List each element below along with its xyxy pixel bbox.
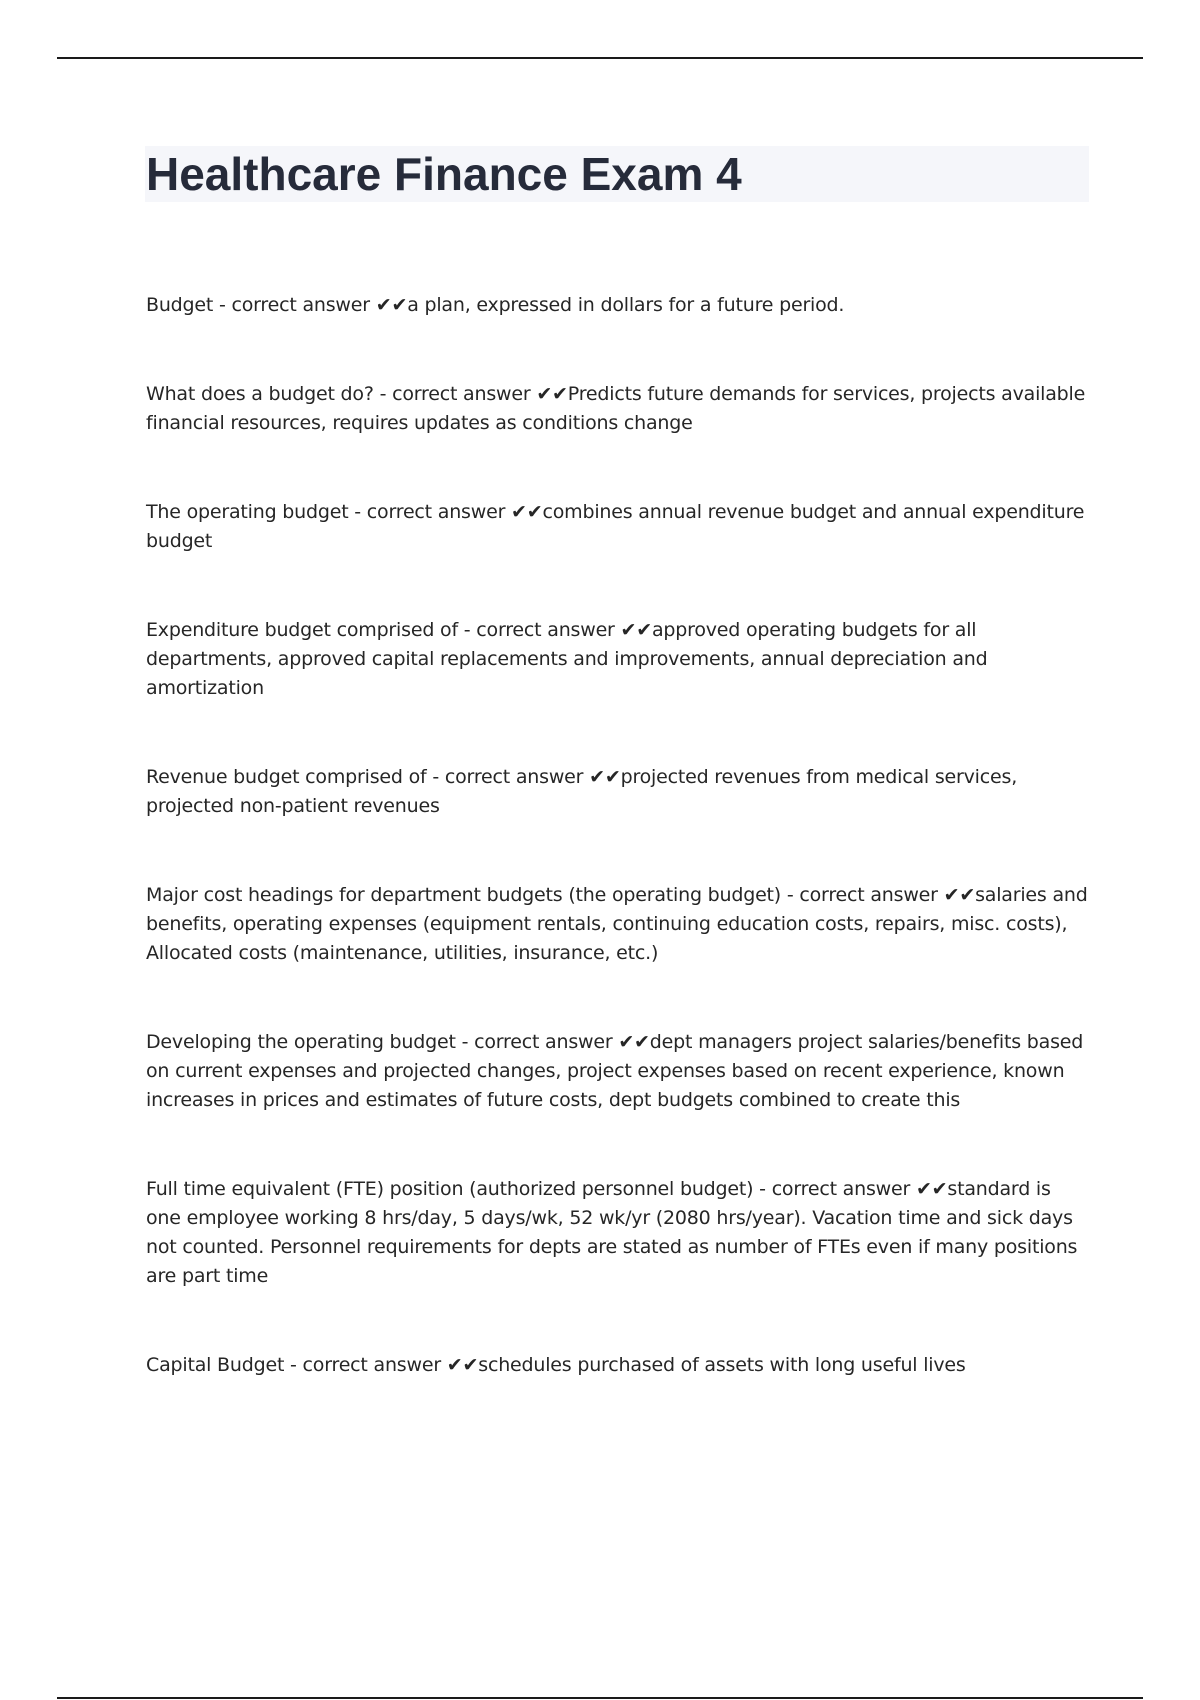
check-marks-icon: ✔✔ [446, 1354, 479, 1376]
qa-separator: - [213, 294, 232, 316]
qa-answer-label: correct answer [444, 766, 584, 788]
qa-term: What does a budget do? [146, 383, 374, 405]
qa-definition: Predicts future demands for services, projects available financial resources, requires updates as conditions change [146, 383, 1086, 434]
qa-term: Capital Budget [146, 1354, 285, 1376]
qa-item [146, 291, 1090, 320]
qa-item [146, 1351, 1090, 1380]
qa-definition: dept managers project salaries/benefits based on current expenses and projected changes, project expenses based on recent experience, known increases in prices and estimates of future costs, dept budgets combined to create this [146, 1031, 1084, 1111]
qa-answer-label: correct answer [771, 1178, 911, 1200]
qa-item [146, 1028, 1090, 1115]
qa-item [146, 380, 1090, 438]
qa-answer-label: correct answer [476, 619, 615, 641]
qa-separator: - [426, 766, 445, 788]
qa-answer-label: correct answer [474, 1031, 613, 1053]
qa-term: Full time equivalent (FTE) position (authorized personnel budget) [146, 1178, 754, 1200]
qa-separator: - [284, 1354, 303, 1376]
qa-separator: - [781, 884, 800, 906]
qa-separator: - [753, 1178, 772, 1200]
qa-list [146, 291, 1090, 1440]
qa-separator: - [457, 619, 477, 641]
check-marks-icon: ✔✔ [511, 501, 543, 523]
check-marks-icon: ✔✔ [915, 1178, 948, 1200]
check-marks-icon: ✔✔ [536, 383, 568, 405]
qa-definition: salaries and benefits, operating expenses (equipment rentals, continuing education costs, repairs, misc. costs), Allocated costs (maintenance, utilities, insurance, etc.) [146, 884, 1088, 964]
qa-item [146, 881, 1090, 968]
top-rule [57, 57, 1143, 59]
qa-item [146, 1175, 1090, 1291]
qa-term: Revenue budget comprised of [146, 766, 427, 788]
qa-item [146, 616, 1090, 703]
qa-definition: projected revenues from medical services, projected non-patient revenues [146, 766, 1018, 817]
check-marks-icon: ✔✔ [943, 884, 976, 906]
qa-definition: standard is one employee working 8 hrs/day, 5 days/wk, 52 wk/yr (2080 hrs/year). Vacation time and sick days not counted. Personnel requirements for depts are stated as number of FTEs even if many positions are part time [146, 1178, 1078, 1287]
qa-separator: - [348, 501, 367, 523]
qa-separator: - [373, 383, 393, 405]
page-title: Healthcare Finance Exam 4 [146, 148, 742, 200]
qa-term: Budget [146, 294, 214, 316]
check-marks-icon: ✔✔ [618, 1031, 650, 1053]
check-marks-icon: ✔✔ [620, 619, 652, 641]
qa-term: Major cost headings for department budgets (the operating budget) [146, 884, 782, 906]
qa-term: The operating budget [146, 501, 349, 523]
qa-item [146, 498, 1090, 556]
qa-term: Expenditure budget comprised of [146, 619, 458, 641]
qa-answer-label: correct answer [392, 383, 531, 405]
qa-definition: schedules purchased of assets with long useful lives [478, 1354, 966, 1376]
check-marks-icon: ✔✔ [375, 294, 408, 316]
qa-answer-label: correct answer [799, 884, 938, 906]
qa-answer-label: correct answer [366, 501, 506, 523]
qa-answer-label: correct answer [231, 294, 370, 316]
qa-separator: - [455, 1031, 475, 1053]
check-marks-icon: ✔✔ [589, 766, 621, 788]
qa-definition: a plan, expressed in dollars for a future period. [407, 294, 845, 316]
bottom-rule [57, 1697, 1143, 1699]
qa-definition: approved operating budgets for all departments, approved capital replacements and improvements, annual depreciation and amortization [146, 619, 988, 699]
qa-term: Developing the operating budget [146, 1031, 456, 1053]
qa-item [146, 763, 1090, 821]
qa-answer-label: correct answer [302, 1354, 441, 1376]
qa-definition: combines annual revenue budget and annual expenditure budget [146, 501, 1085, 552]
